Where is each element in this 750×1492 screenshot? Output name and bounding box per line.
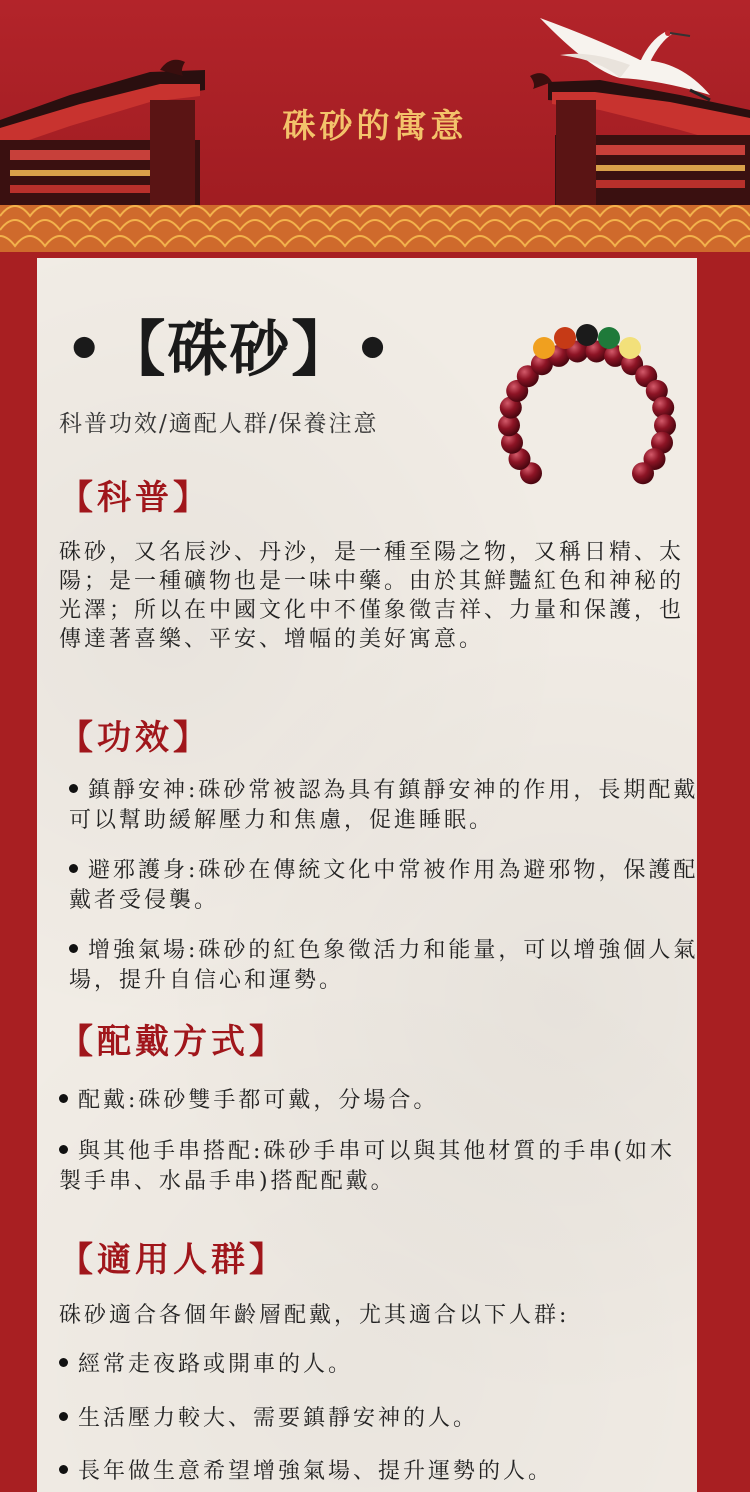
- main-title: •【硃砂】•: [65, 315, 394, 385]
- bead: [632, 462, 654, 484]
- bullet-icon: [59, 1358, 68, 1367]
- bullet-icon: [69, 944, 78, 953]
- bullet-icon: [59, 1412, 68, 1421]
- bullet-icon: [59, 1145, 68, 1154]
- list-item: 增強氣場:硃砂的紅色象徵活力和能量，可以增強個人氣場，提升自信心和運勢。: [69, 938, 699, 993]
- bullet-icon: [69, 784, 78, 793]
- list-item: 鎮靜安神:硃砂常被認為具有鎮靜安神的作用，長期配戴可以幫助緩解壓力和焦慮，促進睡眠。: [69, 778, 699, 833]
- article-card: [37, 258, 697, 1492]
- bracelet-icon: [492, 318, 682, 508]
- section-heading-suitable: 【適用人群】: [59, 1240, 287, 1280]
- suitable-intro: 硃砂適合各個年齡層配戴，尤其適合以下人群:: [59, 1303, 570, 1328]
- section-heading-science: 【科普】: [59, 478, 211, 518]
- list-item: 經常走夜路或開車的人。: [59, 1350, 689, 1380]
- bullet-icon: [69, 864, 78, 873]
- bullet-icon: [59, 1094, 68, 1103]
- list-item: 配戴:硃砂雙手都可戴，分場合。: [59, 1086, 689, 1116]
- header-banner: [0, 0, 750, 252]
- bullet-icon: [59, 1465, 68, 1474]
- section-heading-wearing: 【配戴方式】: [59, 1022, 287, 1062]
- science-paragraph: 硃砂，又名辰沙、丹沙，是一種至陽之物，又稱日精、太陽；是一種礦物也是一味中藥。由於其鮮豔紅色和神秘的光澤；所以在中國文化中不僅象徵吉祥、力量和保護，也傳達著喜樂、平安、增幅的美好寓意。: [59, 540, 685, 652]
- section-heading-effects: 【功效】: [59, 718, 211, 758]
- list-item: 與其他手串搭配:硃砂手串可以與其他材質的手串(如木製手串、水晶手串)搭配配戴。: [59, 1139, 675, 1194]
- list-item: 生活壓力較大、需要鎮靜安神的人。: [59, 1404, 689, 1434]
- list-item: 長年做生意希望增強氣場、提升運勢的人。: [59, 1457, 689, 1487]
- banner-title: 硃砂的寓意: [282, 106, 468, 145]
- wave-pattern-icon: [0, 205, 750, 252]
- subtitle: 科普功效/適配人群/保養注意: [59, 411, 379, 437]
- list-item: 避邪護身:硃砂在傳統文化中常被作用為避邪物，保護配戴者受侵襲。: [69, 858, 699, 913]
